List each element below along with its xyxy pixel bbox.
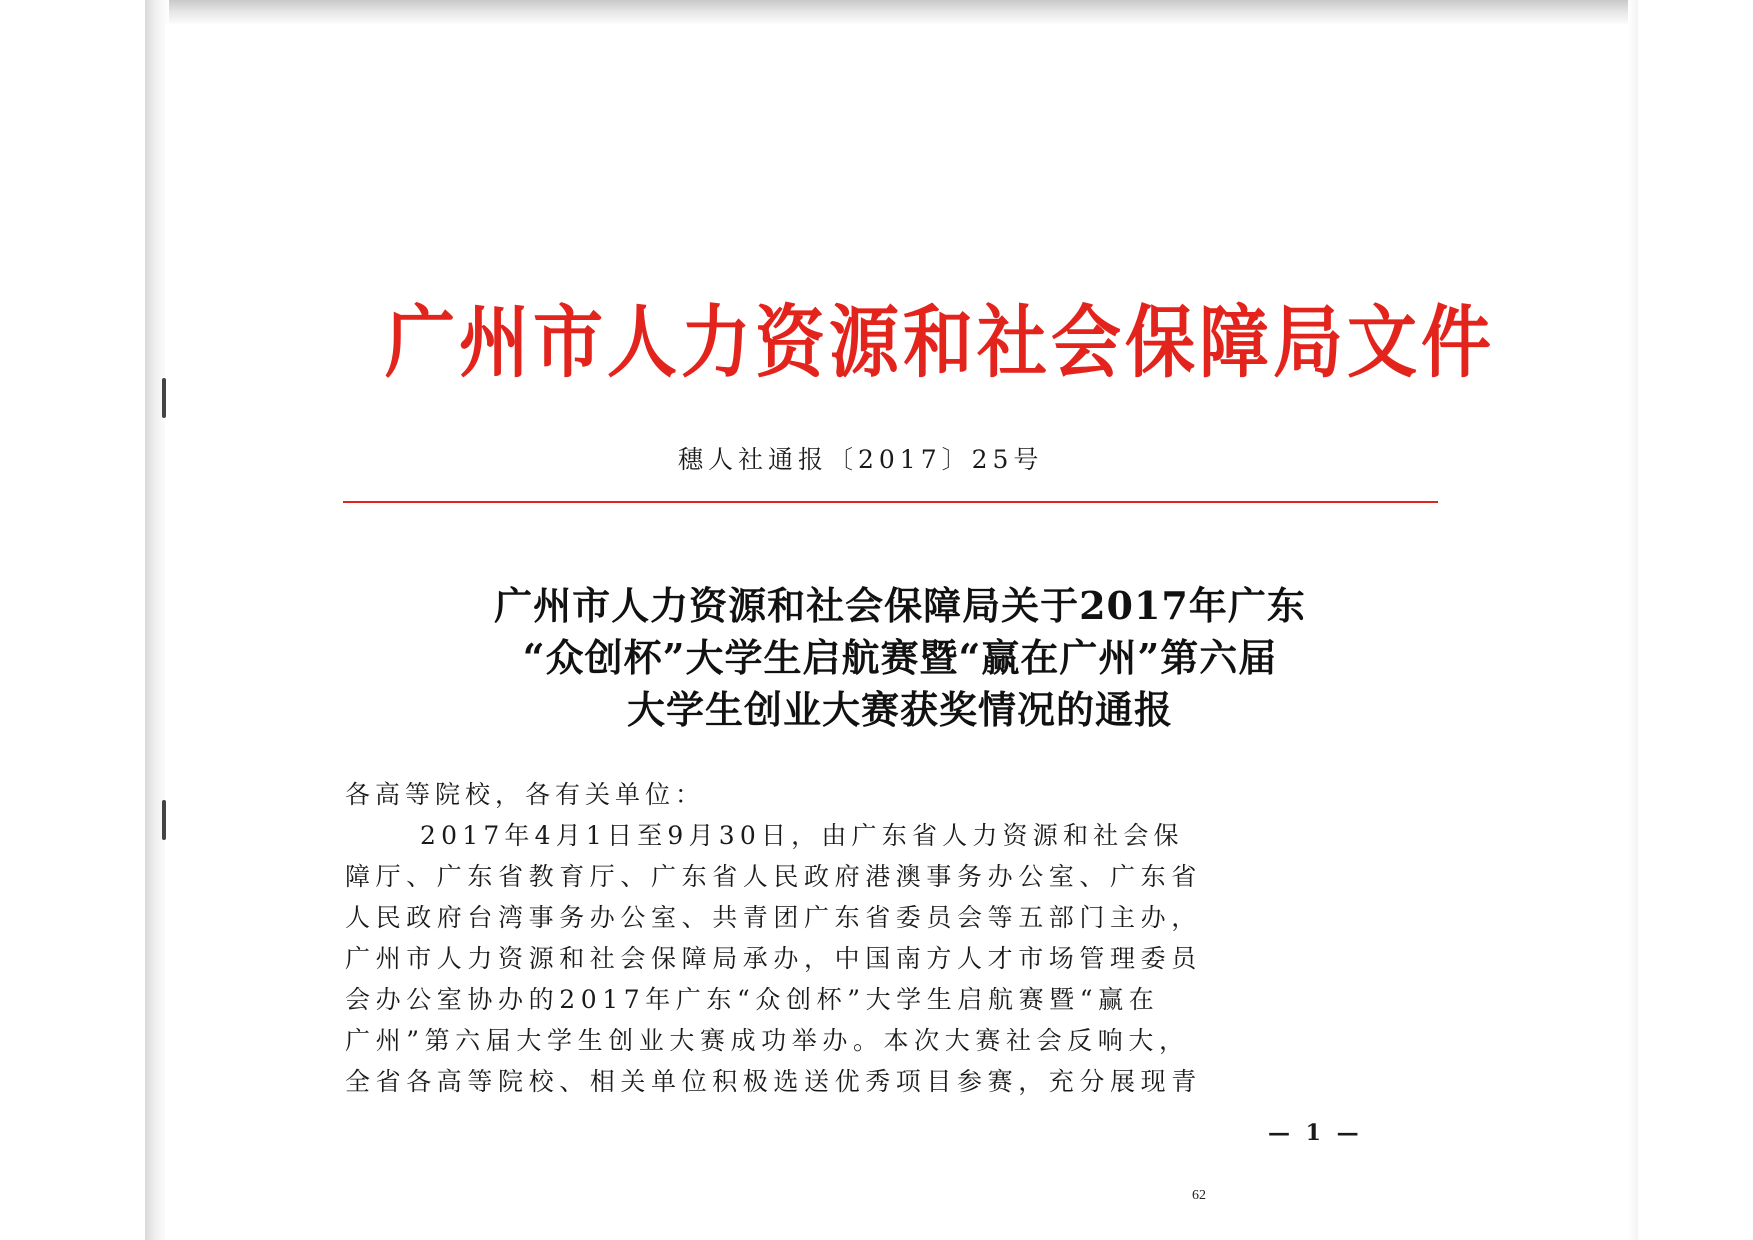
scan-top-shadow: [145, 0, 1635, 26]
body-line: 全省各高等院校、相关单位积极选送优秀项目参赛，充分展现青: [345, 1067, 1202, 1096]
binding-mark: [162, 378, 166, 418]
scan-right-edge: [1628, 0, 1638, 1240]
title-line: 广州市人力资源和社会保障局关于2017年广东: [494, 583, 1306, 628]
scan-page-number: 62: [1192, 1188, 1206, 1203]
salutation: 各高等院校，各有关单位：: [345, 780, 706, 809]
body-line: 会办公室协办的2017年广东“众创杯”大学生启航赛暨“赢在: [345, 985, 1160, 1014]
body-line: 人民政府台湾事务办公室、共青团广东省委员会等五部门主办，: [345, 903, 1202, 932]
body-paragraph: [345, 815, 1440, 1102]
org-header: 广州市人力资源和社会保障局文件: [385, 295, 1495, 389]
body-line: 广州”第六届大学生创业大赛成功举办。本次大赛社会反响大，: [345, 1026, 1190, 1055]
body-line: 2017年4月1日至9月30日，由广东省人力资源和社会保: [420, 821, 1184, 850]
body-line: 障厅、广东省教育厅、广东省人民政府港澳事务办公室、广东省: [345, 862, 1202, 891]
title-line: “众创杯”大学生启航赛暨“赢在广州”第六届: [522, 635, 1278, 680]
body-line: 广州市人力资源和社会保障局承办，中国南方人才市场管理委员: [345, 944, 1202, 973]
title-line: 大学生创业大赛获奖情况的通报: [626, 687, 1173, 732]
page-footer: — 1 —: [1268, 1120, 1363, 1146]
document-title: [360, 580, 1440, 736]
red-separator-line: [343, 501, 1438, 503]
binding-mark: [162, 800, 166, 840]
document-number: 穗人社通报〔2017〕25号: [678, 445, 1044, 474]
